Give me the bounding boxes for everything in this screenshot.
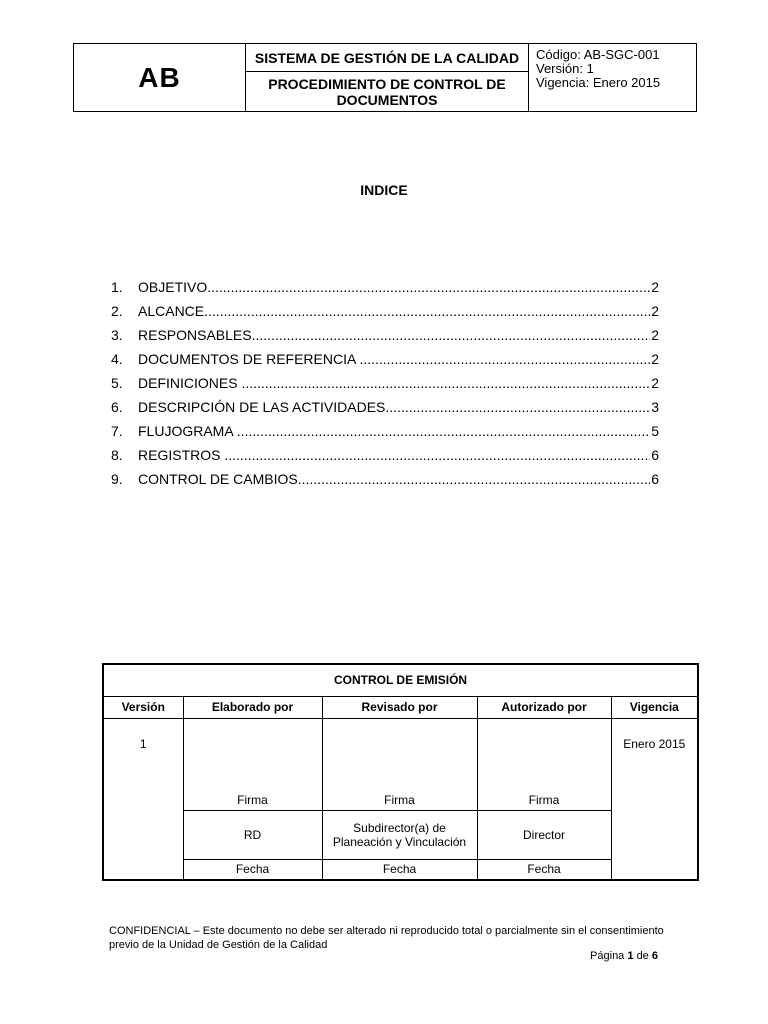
toc-number: 9. [111,471,123,487]
role-reviewed: Subdirector(a) de Planeación y Vinculación [322,810,477,859]
toc-page: 3 [651,399,659,415]
toc-number: 5. [111,375,123,391]
toc-number: 3. [111,327,123,343]
toc-page: 6 [651,447,659,463]
toc-page: 2 [651,351,659,367]
current-page: 1 [627,950,634,962]
table-of-contents [111,279,659,495]
emission-table-title: CONTROL DE EMISIÓN [103,664,698,696]
column-header-elaborated-by: Elaborado por [183,696,322,718]
toc-title: FLUJOGRAMA [138,423,237,439]
signature-authorized: Firma [477,718,611,810]
toc-leader [252,327,650,343]
toc-leader [298,471,650,487]
toc-page: 2 [651,375,659,391]
toc-leader [237,423,650,439]
toc-entry[interactable] [111,279,659,303]
toc-entry[interactable] [111,303,659,327]
document-validity: Vigencia: Enero 2015 [536,75,661,90]
toc-number: 2. [111,303,123,319]
toc-entry[interactable] [111,375,659,399]
emission-control-table [102,663,699,881]
toc-entry[interactable] [111,471,659,495]
toc-leader [385,399,650,415]
toc-title: ALCANCE [138,303,205,319]
role-authorized: Director [477,810,611,859]
toc-number: 1. [111,279,123,295]
toc-page: 5 [651,423,659,439]
toc-title: DESCRIPCIÓN DE LAS ACTIVIDADES [138,399,386,415]
signature-elaborated: Firma [183,718,322,810]
confidentiality-notice: CONFIDENCIAL – Este documento no debe ser alterado ni reproducido total o parcialmente sin el consentimiento previo de la Unidad de Gestión de la Calidad [109,925,664,951]
date-elaborated: Fecha [183,859,322,880]
toc-leader [241,375,650,391]
column-header-version: Versión [103,696,183,718]
toc-title: DOCUMENTOS DE REFERENCIA [138,351,360,367]
document-metadata [529,44,697,112]
page-of-label: de [636,950,649,962]
toc-entry[interactable] [111,327,659,351]
version-value: 1 [103,718,183,880]
toc-number: 8. [111,447,123,463]
role-elaborated: RD [183,810,322,859]
index-title: INDICE [360,182,408,198]
company-logo: AB [74,44,246,112]
document-header [73,43,697,112]
toc-number: 7. [111,423,123,439]
toc-number: 4. [111,351,123,367]
column-header-validity: Vigencia [611,696,698,718]
toc-leader [224,447,650,463]
toc-leader [359,351,650,367]
system-title: SISTEMA DE GESTIÓN DE LA CALIDAD [246,44,529,72]
signature-reviewed: Firma [322,718,477,810]
document-title: PROCEDIMIENTO DE CONTROL DE DOCUMENTOS [246,72,529,112]
column-header-authorized-by: Autorizado por [477,696,611,718]
column-header-reviewed-by: Revisado por [322,696,477,718]
toc-page: 2 [651,279,659,295]
toc-page: 2 [651,327,659,343]
toc-entry[interactable] [111,423,659,447]
date-reviewed: Fecha [322,859,477,880]
toc-title: RESPONSABLES [138,327,252,343]
document-version: Versión: 1 [536,61,594,76]
toc-leader [204,303,650,319]
page-number [590,950,658,962]
toc-title: DEFINICIONES [138,375,242,391]
toc-title: OBJETIVO [138,279,208,295]
toc-leader [207,279,650,295]
toc-entry[interactable] [111,399,659,423]
toc-title: REGISTROS [138,447,225,463]
validity-value: Enero 2015 [611,718,698,880]
toc-title: CONTROL DE CAMBIOS [138,471,298,487]
toc-entry[interactable] [111,351,659,375]
document-code: Código: AB-SGC-001 [536,47,660,62]
toc-entry[interactable] [111,447,659,471]
toc-number: 6. [111,399,123,415]
date-authorized: Fecha [477,859,611,880]
toc-page: 6 [651,471,659,487]
page-label: Página [590,950,625,962]
toc-page: 2 [651,303,659,319]
total-pages: 6 [651,950,658,962]
